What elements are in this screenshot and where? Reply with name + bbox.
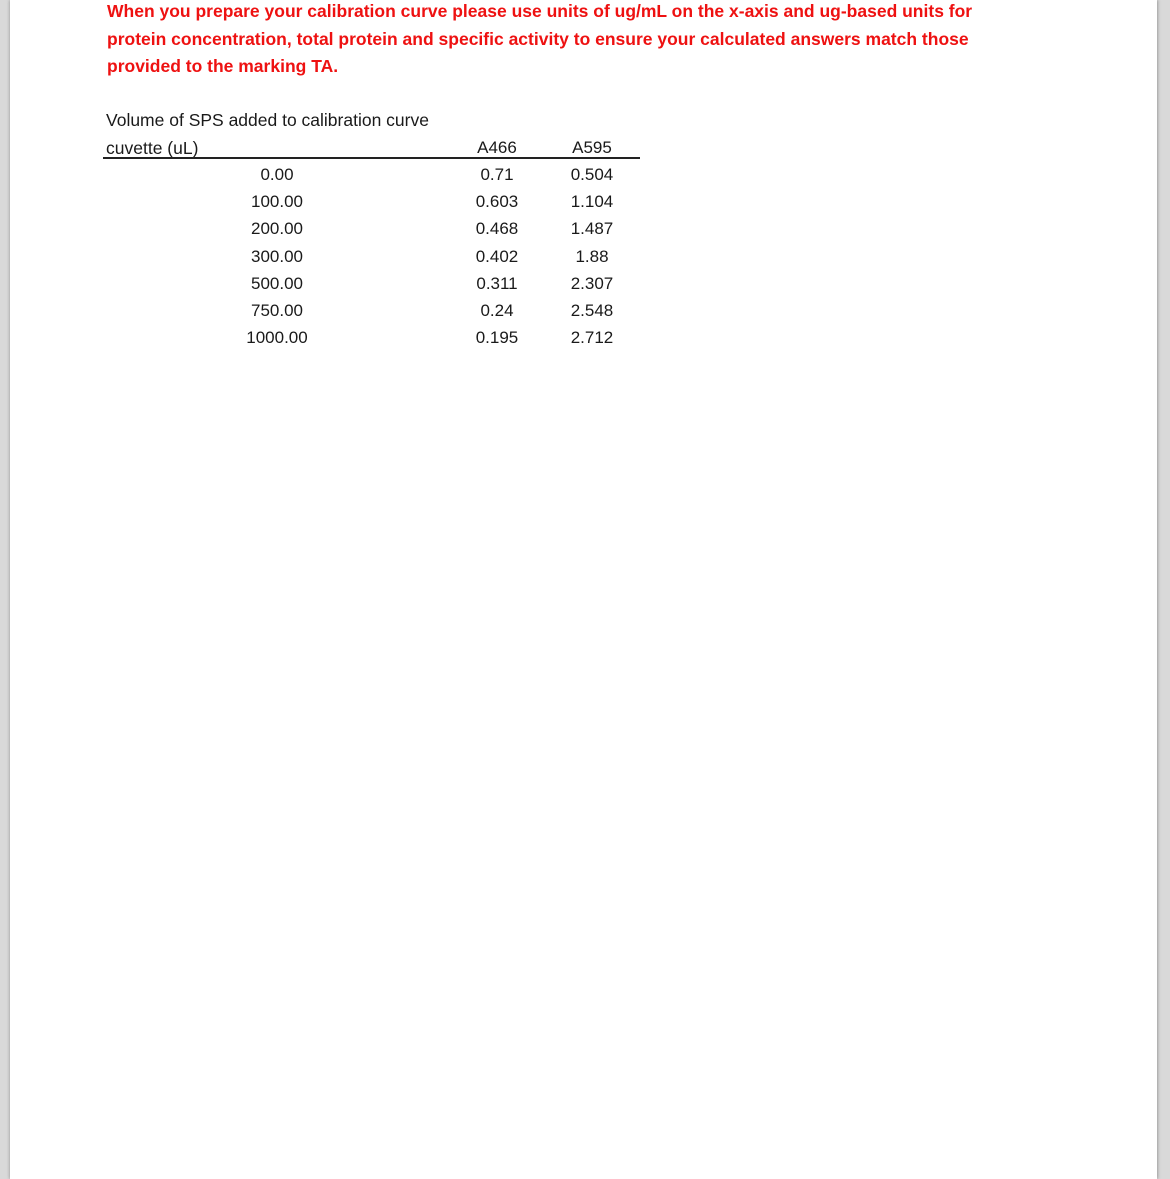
calibration-table-body: [10, 161, 710, 351]
volume-cell: 100.00: [251, 192, 303, 212]
table-row: [10, 243, 710, 270]
a595-column-header: A595: [572, 138, 612, 157]
a466-cell: 0.468: [475, 219, 519, 239]
table-row: [10, 270, 710, 297]
a595-cell: 2.307: [570, 273, 614, 293]
volume-cell: 0.00: [260, 165, 294, 184]
volume-cell: 1000.00: [246, 328, 308, 348]
a466-cell: 0.71: [480, 165, 514, 184]
a595-cell: 1.487: [570, 219, 614, 239]
volume-cell: 750.00: [251, 300, 303, 320]
volume-column-header: Volume of SPS added to calibration curve cuvette (uL): [106, 110, 429, 158]
a466-cell: 0.24: [480, 300, 514, 320]
a466-cell: 0.603: [475, 192, 519, 212]
table-row: [10, 215, 710, 242]
a595-cell: 0.504: [570, 165, 614, 184]
table-row: [10, 188, 710, 215]
a466-cell: 0.195: [475, 328, 519, 348]
volume-cell: 500.00: [251, 273, 303, 293]
volume-cell: 300.00: [251, 246, 303, 266]
header-divider: [103, 157, 640, 159]
a595-cell: 1.88: [575, 246, 609, 266]
calibration-notice: When you prepare your calibration curve please use units of ug/mL on the x-axis and ug-based units for protein concentration, total protein and specific activity to ensure your calculated answers match those provided to the marking TA.: [107, 1, 973, 76]
table-row: [10, 324, 710, 351]
table-row: [10, 297, 710, 324]
a595-cell: 2.712: [570, 328, 614, 348]
document-page: [10, 0, 1157, 1179]
volume-cell: 200.00: [251, 219, 303, 239]
a466-cell: 0.402: [475, 246, 519, 266]
a466-cell: 0.311: [476, 273, 518, 293]
a466-column-header: A466: [477, 138, 517, 157]
a595-cell: 2.548: [570, 300, 614, 320]
table-row: [10, 161, 710, 188]
a595-cell: 1.104: [570, 192, 614, 212]
